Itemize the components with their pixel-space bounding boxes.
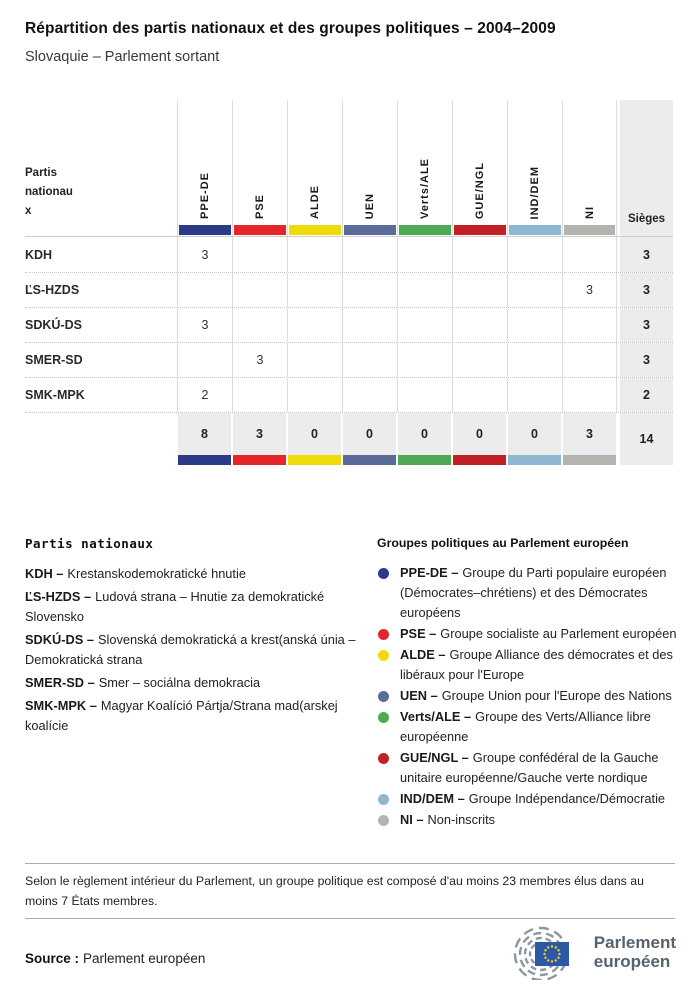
divider bbox=[25, 918, 675, 919]
group-desc-text: Groupe socialiste au Parlement européen bbox=[440, 626, 677, 641]
total-value: 3 bbox=[563, 413, 616, 455]
page-subtitle: Slovaquie – Parlement sortant bbox=[25, 49, 220, 65]
logo-wordmark bbox=[594, 933, 676, 971]
column-header-ppe-de bbox=[177, 100, 232, 236]
party-name: SDKÚ-DS bbox=[25, 318, 82, 332]
party-name: SMK-MPK bbox=[25, 388, 85, 402]
group-legend-item bbox=[377, 707, 677, 747]
group-description bbox=[400, 707, 677, 747]
party-legend-item bbox=[25, 587, 363, 627]
group-color-band bbox=[508, 455, 561, 465]
hemicycle-logo-icon bbox=[505, 924, 587, 980]
cell bbox=[232, 378, 287, 412]
group-color-band bbox=[179, 225, 231, 235]
divider bbox=[25, 863, 675, 864]
cell bbox=[287, 308, 342, 342]
party-code: ĽS-HZDS – bbox=[25, 589, 92, 604]
cell bbox=[287, 378, 342, 412]
cell bbox=[562, 237, 617, 272]
cell bbox=[342, 378, 397, 412]
group-desc-text: Groupe du Parti populaire européen (Démocrates–chrétiens) et des Démocrates européens bbox=[400, 565, 667, 620]
group-code: UEN – bbox=[400, 688, 438, 703]
group-legend-item bbox=[377, 810, 677, 830]
cell bbox=[287, 237, 342, 272]
column-header-ni bbox=[562, 100, 617, 236]
cell bbox=[452, 378, 507, 412]
table-row bbox=[25, 272, 673, 307]
column-header-alde bbox=[287, 100, 342, 236]
group-code: NI – bbox=[400, 812, 424, 827]
cell: 3 bbox=[177, 237, 232, 272]
group-color-band bbox=[233, 455, 286, 465]
total-cell-alde bbox=[287, 413, 342, 465]
table-row bbox=[25, 307, 673, 342]
column-label: PSE bbox=[254, 193, 266, 219]
cell bbox=[397, 237, 452, 272]
group-code: Verts/ALE – bbox=[400, 709, 472, 724]
group-color-band bbox=[563, 455, 616, 465]
cell bbox=[287, 273, 342, 307]
party-full-name: Magyar Koalíció Pártja/Strana mad(arskej koalície bbox=[25, 698, 338, 733]
group-code: ALDE – bbox=[400, 647, 446, 662]
legend-political-groups bbox=[377, 536, 677, 831]
group-desc-text: Groupe confédéral de la Gauche unitaire européenne/Gauche verte nordique bbox=[400, 750, 659, 785]
source-value: Parlement européen bbox=[83, 951, 206, 966]
cell bbox=[562, 308, 617, 342]
group-color-band bbox=[564, 225, 615, 235]
group-color-dot-icon bbox=[378, 650, 389, 661]
cell bbox=[342, 273, 397, 307]
total-cell-pse bbox=[232, 413, 287, 465]
group-color-band bbox=[234, 225, 286, 235]
total-value: 0 bbox=[288, 413, 341, 455]
corner-header bbox=[25, 100, 177, 236]
legend-groups-title: Groupes politiques au Parlement européen bbox=[377, 536, 629, 550]
column-label: NI bbox=[583, 206, 596, 219]
legend-parties-title: Partis nationaux bbox=[25, 536, 154, 551]
corner-line: x bbox=[25, 205, 32, 217]
table-row bbox=[25, 237, 673, 272]
column-header-gue-ngl bbox=[452, 100, 507, 236]
party-legend-item bbox=[25, 630, 363, 670]
group-description bbox=[400, 686, 672, 706]
group-color-dot-icon bbox=[378, 691, 389, 702]
group-desc-text: Groupe Alliance des démocrates et des libéraux pour l'Europe bbox=[400, 647, 673, 682]
cell bbox=[177, 343, 232, 377]
cell: 3 bbox=[177, 308, 232, 342]
party-name: KDH bbox=[25, 247, 53, 262]
total-cell-verts-ale bbox=[397, 413, 452, 465]
cell bbox=[452, 343, 507, 377]
seats-total-cell: 3 bbox=[620, 308, 673, 342]
cell: 2 bbox=[177, 378, 232, 412]
cell bbox=[177, 273, 232, 307]
cell bbox=[397, 308, 452, 342]
cell bbox=[287, 343, 342, 377]
european-parliament-logo bbox=[505, 924, 676, 980]
column-label: PPE-DE bbox=[199, 172, 211, 219]
cell bbox=[342, 308, 397, 342]
cell bbox=[507, 308, 562, 342]
party-name: SMER-SD bbox=[25, 353, 83, 367]
group-legend-item bbox=[377, 645, 677, 685]
cell bbox=[507, 273, 562, 307]
cell bbox=[452, 273, 507, 307]
column-label: IND/DEM bbox=[529, 165, 541, 219]
cell bbox=[342, 237, 397, 272]
group-color-band bbox=[399, 225, 451, 235]
group-legend-item bbox=[377, 789, 677, 809]
column-header-uen bbox=[342, 100, 397, 236]
group-color-dot-icon bbox=[378, 794, 389, 805]
group-description bbox=[400, 810, 495, 830]
seats-total-cell: 2 bbox=[620, 378, 673, 412]
total-value: 3 bbox=[233, 413, 286, 455]
group-color-band bbox=[454, 225, 506, 235]
source-label: Source : bbox=[25, 951, 80, 966]
table-totals-row bbox=[25, 412, 673, 465]
total-cell-ni bbox=[562, 413, 617, 465]
seats-total-cell: 3 bbox=[620, 237, 673, 272]
party-full-name: Slovenská demokratická a krest(anská únia – Demokratická strana bbox=[25, 632, 356, 667]
group-code: IND/DEM – bbox=[400, 791, 465, 806]
party-full-name: Krestanskodemokratické hnutie bbox=[67, 566, 246, 581]
cell bbox=[397, 378, 452, 412]
column-header-verts-ale bbox=[397, 100, 452, 236]
total-cell-ind-dem bbox=[507, 413, 562, 465]
column-header-pse bbox=[232, 100, 287, 236]
group-desc-text: Non-inscrits bbox=[427, 812, 496, 827]
party-code: SDKÚ-DS – bbox=[25, 632, 94, 647]
total-value: 0 bbox=[343, 413, 396, 455]
grand-total-seats: 14 bbox=[620, 413, 673, 465]
cell bbox=[397, 343, 452, 377]
cell bbox=[232, 308, 287, 342]
cell bbox=[232, 273, 287, 307]
group-color-band bbox=[344, 225, 396, 235]
party-legend-item bbox=[25, 696, 363, 736]
column-label: GUE/NGL bbox=[474, 161, 486, 219]
logo-line2: européen bbox=[593, 952, 671, 971]
cell bbox=[342, 343, 397, 377]
group-legend-item bbox=[377, 748, 677, 788]
seats-table bbox=[25, 100, 673, 465]
totals-spacer bbox=[25, 413, 177, 465]
group-desc-text: Groupe Union pour l'Europe des Nations bbox=[441, 688, 672, 703]
group-color-band bbox=[178, 455, 231, 465]
party-legend-item bbox=[25, 564, 363, 584]
group-color-band bbox=[289, 225, 341, 235]
total-value: 8 bbox=[178, 413, 231, 455]
total-value: 0 bbox=[453, 413, 506, 455]
column-header-ind-dem bbox=[507, 100, 562, 236]
cell: 3 bbox=[562, 273, 617, 307]
group-code: PPE-DE – bbox=[400, 565, 459, 580]
group-legend-item bbox=[377, 563, 677, 623]
total-cell-ppe-de bbox=[177, 413, 232, 465]
table-row bbox=[25, 377, 673, 412]
group-description bbox=[400, 789, 665, 809]
cell bbox=[397, 273, 452, 307]
cell bbox=[562, 343, 617, 377]
group-color-band bbox=[343, 455, 396, 465]
group-code: GUE/NGL – bbox=[400, 750, 469, 765]
cell bbox=[562, 378, 617, 412]
table-row bbox=[25, 342, 673, 377]
cell bbox=[507, 343, 562, 377]
cell bbox=[232, 237, 287, 272]
source-line bbox=[25, 951, 205, 966]
group-color-band bbox=[398, 455, 451, 465]
column-label: UEN bbox=[364, 192, 376, 219]
seats-total-cell: 3 bbox=[620, 343, 673, 377]
cell bbox=[507, 378, 562, 412]
cell: 3 bbox=[232, 343, 287, 377]
legend-national-parties bbox=[25, 536, 363, 739]
page-title: Répartition des partis nationaux et des groupes politiques – 2004–2009 bbox=[25, 20, 556, 37]
group-color-band bbox=[509, 225, 561, 235]
column-label: Verts/ALE bbox=[419, 158, 431, 219]
party-name: ĽS-HZDS bbox=[25, 283, 80, 297]
table-header-row bbox=[25, 100, 673, 237]
party-full-name: Ludová strana – Hnutie za demokratické Slovensko bbox=[25, 589, 325, 624]
group-description bbox=[400, 624, 676, 644]
logo-line1: Parlement bbox=[593, 933, 676, 952]
group-code: PSE – bbox=[400, 626, 437, 641]
column-label: ALDE bbox=[309, 185, 321, 219]
column-header-seats: Sièges bbox=[620, 100, 673, 236]
group-description bbox=[400, 563, 677, 623]
group-legend-item bbox=[377, 624, 677, 644]
party-legend-item bbox=[25, 673, 363, 693]
corner-line: Partis bbox=[25, 167, 57, 179]
party-code: SMER-SD – bbox=[25, 675, 95, 690]
seats-total-cell: 3 bbox=[620, 273, 673, 307]
group-description bbox=[400, 748, 677, 788]
total-value: 0 bbox=[398, 413, 451, 455]
group-color-band bbox=[453, 455, 506, 465]
group-color-dot-icon bbox=[378, 753, 389, 764]
party-full-name: Smer – sociálna demokracia bbox=[98, 675, 261, 690]
party-code: KDH – bbox=[25, 566, 64, 581]
group-color-dot-icon bbox=[378, 568, 389, 579]
group-description bbox=[400, 645, 677, 685]
total-cell-gue-ngl bbox=[452, 413, 507, 465]
group-legend-item bbox=[377, 686, 677, 706]
group-desc-text: Groupe Indépendance/Démocratie bbox=[468, 791, 666, 806]
cell bbox=[452, 308, 507, 342]
group-color-band bbox=[288, 455, 341, 465]
corner-line: nationau bbox=[25, 186, 73, 198]
group-desc-text: Groupe des Verts/Alliance libre européenne bbox=[400, 709, 651, 744]
cell bbox=[507, 237, 562, 272]
group-color-dot-icon bbox=[378, 815, 389, 826]
total-value: 0 bbox=[508, 413, 561, 455]
party-code: SMK-MPK – bbox=[25, 698, 97, 713]
total-cell-uen bbox=[342, 413, 397, 465]
cell bbox=[452, 237, 507, 272]
group-color-dot-icon bbox=[378, 712, 389, 723]
group-color-dot-icon bbox=[378, 629, 389, 640]
footnote: Selon le règlement intérieur du Parlement, un groupe politique est composé d'au moins 23 membres élus dans au moins 7 États membres. bbox=[25, 874, 644, 908]
